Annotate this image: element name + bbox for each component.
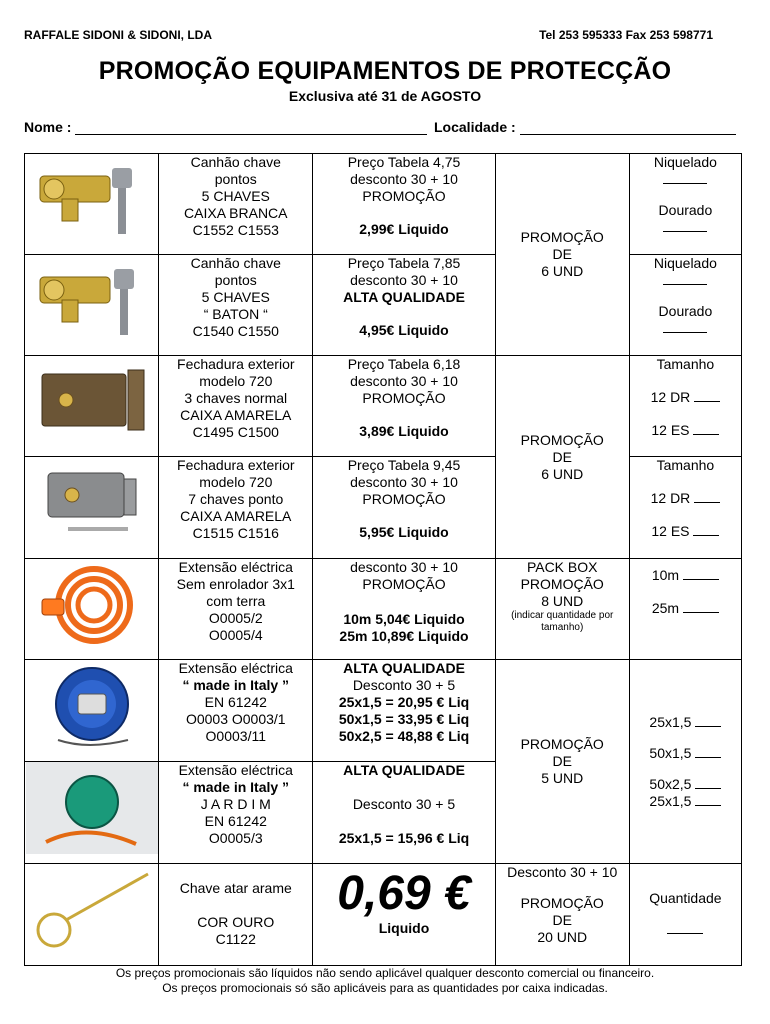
product-image-cylinder-white	[25, 154, 159, 255]
table-row	[25, 154, 742, 255]
size-options[interactable]: Tamanho 12 DR 12 ES	[629, 356, 741, 457]
footer-note-2: Os preços promocionais só são aplicáveis para as quantidades por caixa indicadas.	[162, 981, 608, 995]
table-row	[25, 660, 742, 762]
product-description: Extensão eléctrica Sem enrolador 3x1 com terra O0005/2 O0005/4	[159, 559, 313, 660]
cable-size-options[interactable]: 25x1,5 50x1,5 50x2,5 25x1,5	[629, 660, 741, 864]
price-info: Preço Tabela 4,75 desconto 30 + 10 PROMOÇÃO 2,99€ Liquido	[313, 154, 495, 255]
product-image-cylinder-baton	[25, 255, 159, 356]
product-description: Fechadura exterior modelo 720 7 chaves ponto CAIXA AMARELA C1515 C1516	[159, 457, 313, 559]
pack-promo: PACK BOX PROMOÇÃO 8 UND (indicar quantidade por tamanho)	[495, 559, 629, 660]
liquid-price: 25x1,5 = 15,96 € Liq	[338, 830, 470, 846]
length-options[interactable]: 10m 25m	[629, 559, 741, 660]
table-row	[25, 457, 742, 559]
liquid-price-10m: 10m 5,04€ Liquido	[343, 611, 465, 627]
product-image-lock-720-keys	[25, 457, 159, 559]
group-promo: PROMOÇÃO DE 6 UND	[495, 356, 629, 559]
liquid-price: 2,99€ Liquido	[359, 221, 449, 237]
finish-options[interactable]: Niquelado Dourado	[629, 154, 741, 255]
locality-field[interactable]	[434, 119, 736, 135]
liquid-price: 5,95€ Liquido	[359, 524, 449, 540]
name-label: Nome :	[24, 119, 72, 135]
row-promo: Desconto 30 + 10 PROMOÇÃO DE 20 UND	[495, 864, 629, 966]
product-image-blue-reel	[25, 660, 159, 762]
liquid-price: 3,89€ Liquido	[359, 423, 449, 439]
product-description: Fechadura exterior modelo 720 3 chaves normal CAIXA AMARELA C1495 C1500	[159, 356, 313, 457]
table-row	[25, 255, 742, 356]
table-row	[25, 559, 742, 660]
product-image-wire-key	[25, 864, 159, 966]
liquid-label: Liquido	[378, 920, 430, 936]
name-field[interactable]	[24, 119, 427, 135]
product-description: Chave atar arame COR OURO C1122	[159, 864, 313, 966]
price-info: ALTA QUALIDADE Desconto 30 + 5 25x1,5 = 15,96 € Liq	[313, 762, 495, 864]
table-row	[25, 864, 742, 966]
liquid-price-25m: 25m 10,89€ Liquido	[339, 628, 469, 644]
company-name: RAFFALE SIDONI & SIDONI, LDA	[24, 28, 213, 42]
page-title: PROMOÇÃO EQUIPAMENTOS DE PROTECÇÃO	[98, 57, 672, 85]
locality-label: Localidade :	[434, 119, 516, 135]
quantity-option[interactable]: Quantidade	[629, 864, 741, 966]
price-info: ALTA QUALIDADE Desconto 30 + 5 25x1,5 = 20,95 € Liq 50x1,5 = 33,95 € Liq 50x2,5 = 48,88 € Liq	[313, 660, 495, 762]
product-description: Canhão chave pontos 5 CHAVES “ BATON “ C1540 C1550	[159, 255, 313, 356]
promo-table	[24, 153, 742, 966]
contact-info: Tel 253 595333 Fax 253 598771	[539, 28, 713, 42]
pack-note: (indicar quantidade por tamanho)	[511, 610, 614, 633]
finish-options[interactable]: Niquelado Dourado	[629, 255, 741, 356]
big-price: 0,69 €	[337, 867, 471, 920]
price-info: Preço Tabela 6,18 desconto 30 + 10 PROMOÇÃO 3,89€ Liquido	[313, 356, 495, 457]
price-info: Preço Tabela 7,85 desconto 30 + 10 ALTA QUALIDADE 4,95€ Liquido	[313, 255, 495, 356]
product-image-orange-cable	[25, 559, 159, 660]
footer-note-1: Os preços promocionais são líquidos não sendo aplicável qualquer desconto comercial ou financeiro.	[115, 966, 655, 980]
product-description: Extensão eléctrica “ made in Italy ” EN 61242 O0003 O0003/1 O0003/11	[159, 660, 313, 762]
product-description: Extensão eléctrica “ made in Italy ” J A R D I M EN 61242 O0005/3	[159, 762, 313, 864]
group-promo: PROMOÇÃO DE 5 UND	[495, 660, 629, 864]
table-row	[25, 356, 742, 457]
liquid-price: 4,95€ Liquido	[359, 322, 449, 338]
price-info	[313, 864, 495, 966]
name-line[interactable]	[75, 120, 427, 135]
product-image-garden-reel	[25, 762, 159, 864]
locality-line[interactable]	[520, 120, 736, 135]
page-subtitle: Exclusiva até 31 de AGOSTO	[288, 88, 482, 104]
price-info: Preço Tabela 9,45 desconto 30 + 10 PROMOÇÃO 5,95€ Liquido	[313, 457, 495, 559]
group-promo: PROMOÇÃO DE 6 UND	[495, 154, 629, 356]
price-info: desconto 30 + 10 PROMOÇÃO 10m 5,04€ Liquido 25m 10,89€ Liquido	[313, 559, 495, 660]
product-image-lock-720	[25, 356, 159, 457]
product-description: Canhão chave pontos 5 CHAVES CAIXA BRANCA C1552 C1553	[159, 154, 313, 255]
size-options[interactable]: Tamanho 12 DR 12 ES	[629, 457, 741, 559]
